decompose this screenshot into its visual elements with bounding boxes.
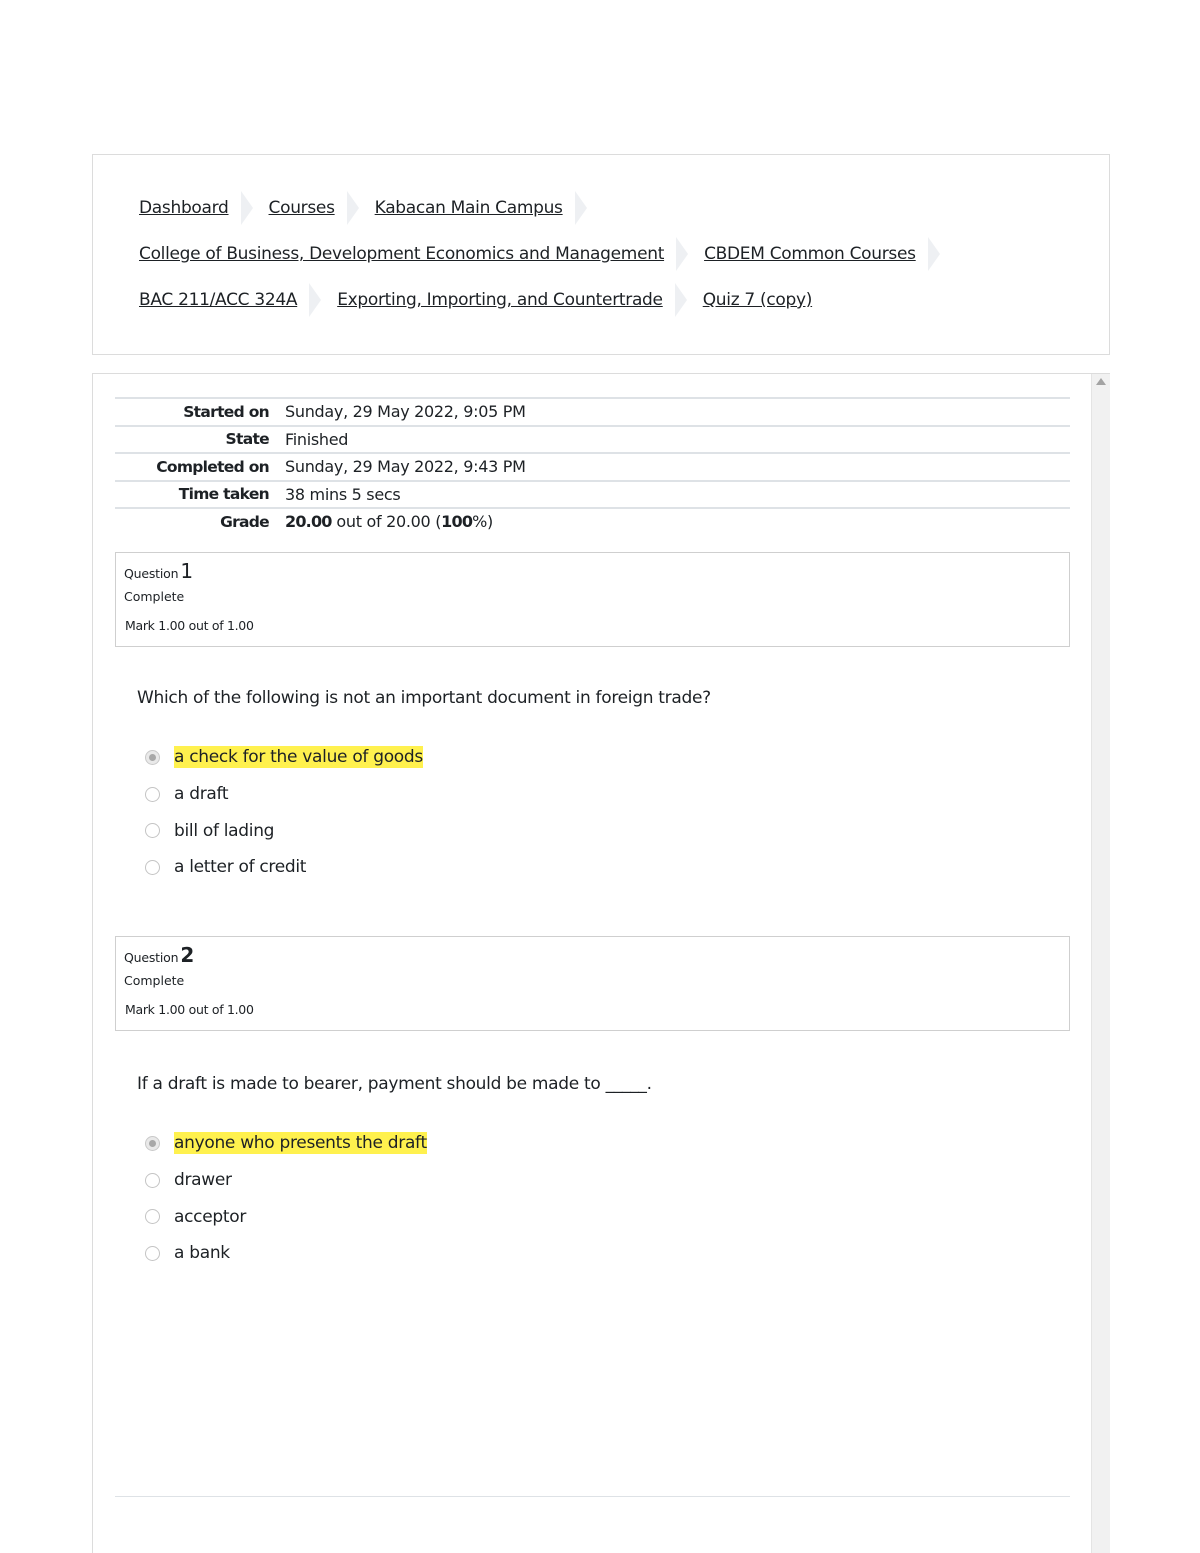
grade-percent: 100 (441, 512, 473, 532)
question-info-box (115, 552, 1070, 647)
radio-selected-icon[interactable] (145, 750, 160, 765)
breadcrumb-link-course[interactable]: BAC 211/ACC 324A (139, 290, 298, 310)
answer-option[interactable] (145, 1125, 427, 1162)
grade-score: 20.00 (285, 512, 332, 532)
chevron-right-icon (309, 283, 321, 317)
question-state: Complete (124, 589, 185, 604)
answer-option[interactable] (145, 812, 423, 849)
answer-label: anyone who presents the draft (174, 1133, 427, 1154)
started-on-value: Sunday, 29 May 2022, 9:05 PM (285, 402, 526, 422)
question-mark: Mark 1.00 out of 1.00 (125, 618, 254, 633)
breadcrumb-link-quiz[interactable]: Quiz 7 (copy) (702, 290, 813, 310)
chevron-right-icon (676, 237, 688, 271)
breadcrumb-row-3 (139, 283, 812, 317)
summary-row-grade (115, 507, 1070, 535)
question-label: Question (124, 566, 179, 581)
answer-label: a draft (174, 784, 229, 805)
radio-icon[interactable] (145, 823, 160, 838)
answer-options (145, 739, 423, 886)
answer-option[interactable] (145, 1198, 427, 1235)
answer-label: bill of lading (174, 820, 275, 841)
answer-options (145, 1125, 427, 1272)
breadcrumb-row-2 (139, 237, 956, 271)
grade-value (269, 512, 493, 531)
radio-icon[interactable] (145, 787, 160, 802)
breadcrumb-link-common-courses[interactable]: CBDEM Common Courses (704, 244, 916, 264)
radio-selected-icon[interactable] (145, 1136, 160, 1151)
question-mark: Mark 1.00 out of 1.00 (125, 1002, 254, 1017)
answer-option[interactable] (145, 776, 423, 813)
chevron-right-icon (928, 237, 940, 271)
question-text: If a draft is made to bearer, payment should be made to _____. (137, 1074, 652, 1094)
answer-label: drawer (174, 1170, 232, 1191)
breadcrumb-link-topic[interactable]: Exporting, Importing, and Countertrade (337, 290, 663, 310)
answer-label: a bank (174, 1243, 230, 1264)
answer-label: acceptor (174, 1206, 247, 1227)
answer-option[interactable] (145, 1235, 427, 1272)
time-taken-label: Time taken (178, 485, 269, 504)
question-number (124, 943, 194, 967)
breadcrumb-link-dashboard[interactable]: Dashboard (139, 198, 229, 218)
answer-label: a check for the value of goods (174, 747, 423, 768)
quiz-review-panel (92, 373, 1110, 1553)
question-number-value: 1 (180, 559, 194, 583)
question-text: Which of the following is not an important document in foreign trade? (137, 688, 711, 708)
divider (115, 1496, 1070, 1497)
radio-icon[interactable] (145, 1246, 160, 1261)
breadcrumb-link-campus[interactable]: Kabacan Main Campus (374, 198, 563, 218)
summary-row-started (115, 397, 1070, 425)
state-label: State (225, 430, 269, 449)
chevron-right-icon (575, 191, 587, 225)
question-state: Complete (124, 973, 185, 988)
state-value: Finished (285, 429, 349, 449)
chevron-right-icon (675, 283, 687, 317)
time-taken-value: 38 mins 5 secs (285, 484, 401, 504)
radio-icon[interactable] (145, 1209, 160, 1224)
answer-option[interactable] (145, 849, 423, 886)
chevron-right-icon (347, 191, 359, 225)
completed-on-label: Completed on (156, 457, 269, 476)
grade-label: Grade (220, 512, 269, 531)
chevron-right-icon (241, 191, 253, 225)
breadcrumb-link-college[interactable]: College of Business, Development Economics and Management (139, 244, 665, 264)
radio-icon[interactable] (145, 1173, 160, 1188)
question-info-box (115, 936, 1070, 1031)
summary-row-time (115, 480, 1070, 508)
grade-out-of: out of 20.00 ( (331, 512, 442, 532)
breadcrumb-row-1 (139, 191, 603, 225)
answer-label: a letter of credit (174, 857, 307, 878)
vertical-scrollbar[interactable] (1091, 374, 1110, 1553)
summary-row-state (115, 425, 1070, 453)
answer-option[interactable] (145, 1162, 427, 1199)
answer-option[interactable] (145, 739, 423, 776)
started-on-label: Started on (183, 402, 269, 421)
completed-on-value: Sunday, 29 May 2022, 9:43 PM (285, 457, 526, 477)
summary-row-completed (115, 452, 1070, 480)
breadcrumb-link-courses[interactable]: Courses (268, 198, 335, 218)
question-number-value: 2 (180, 943, 195, 967)
grade-percent-sign: %) (472, 512, 494, 532)
radio-icon[interactable] (145, 860, 160, 875)
attempt-summary-table (115, 397, 1070, 535)
question-number (124, 559, 193, 583)
breadcrumb (92, 154, 1110, 355)
triangle-up-icon[interactable] (1096, 378, 1106, 385)
question-label: Question (124, 950, 179, 965)
